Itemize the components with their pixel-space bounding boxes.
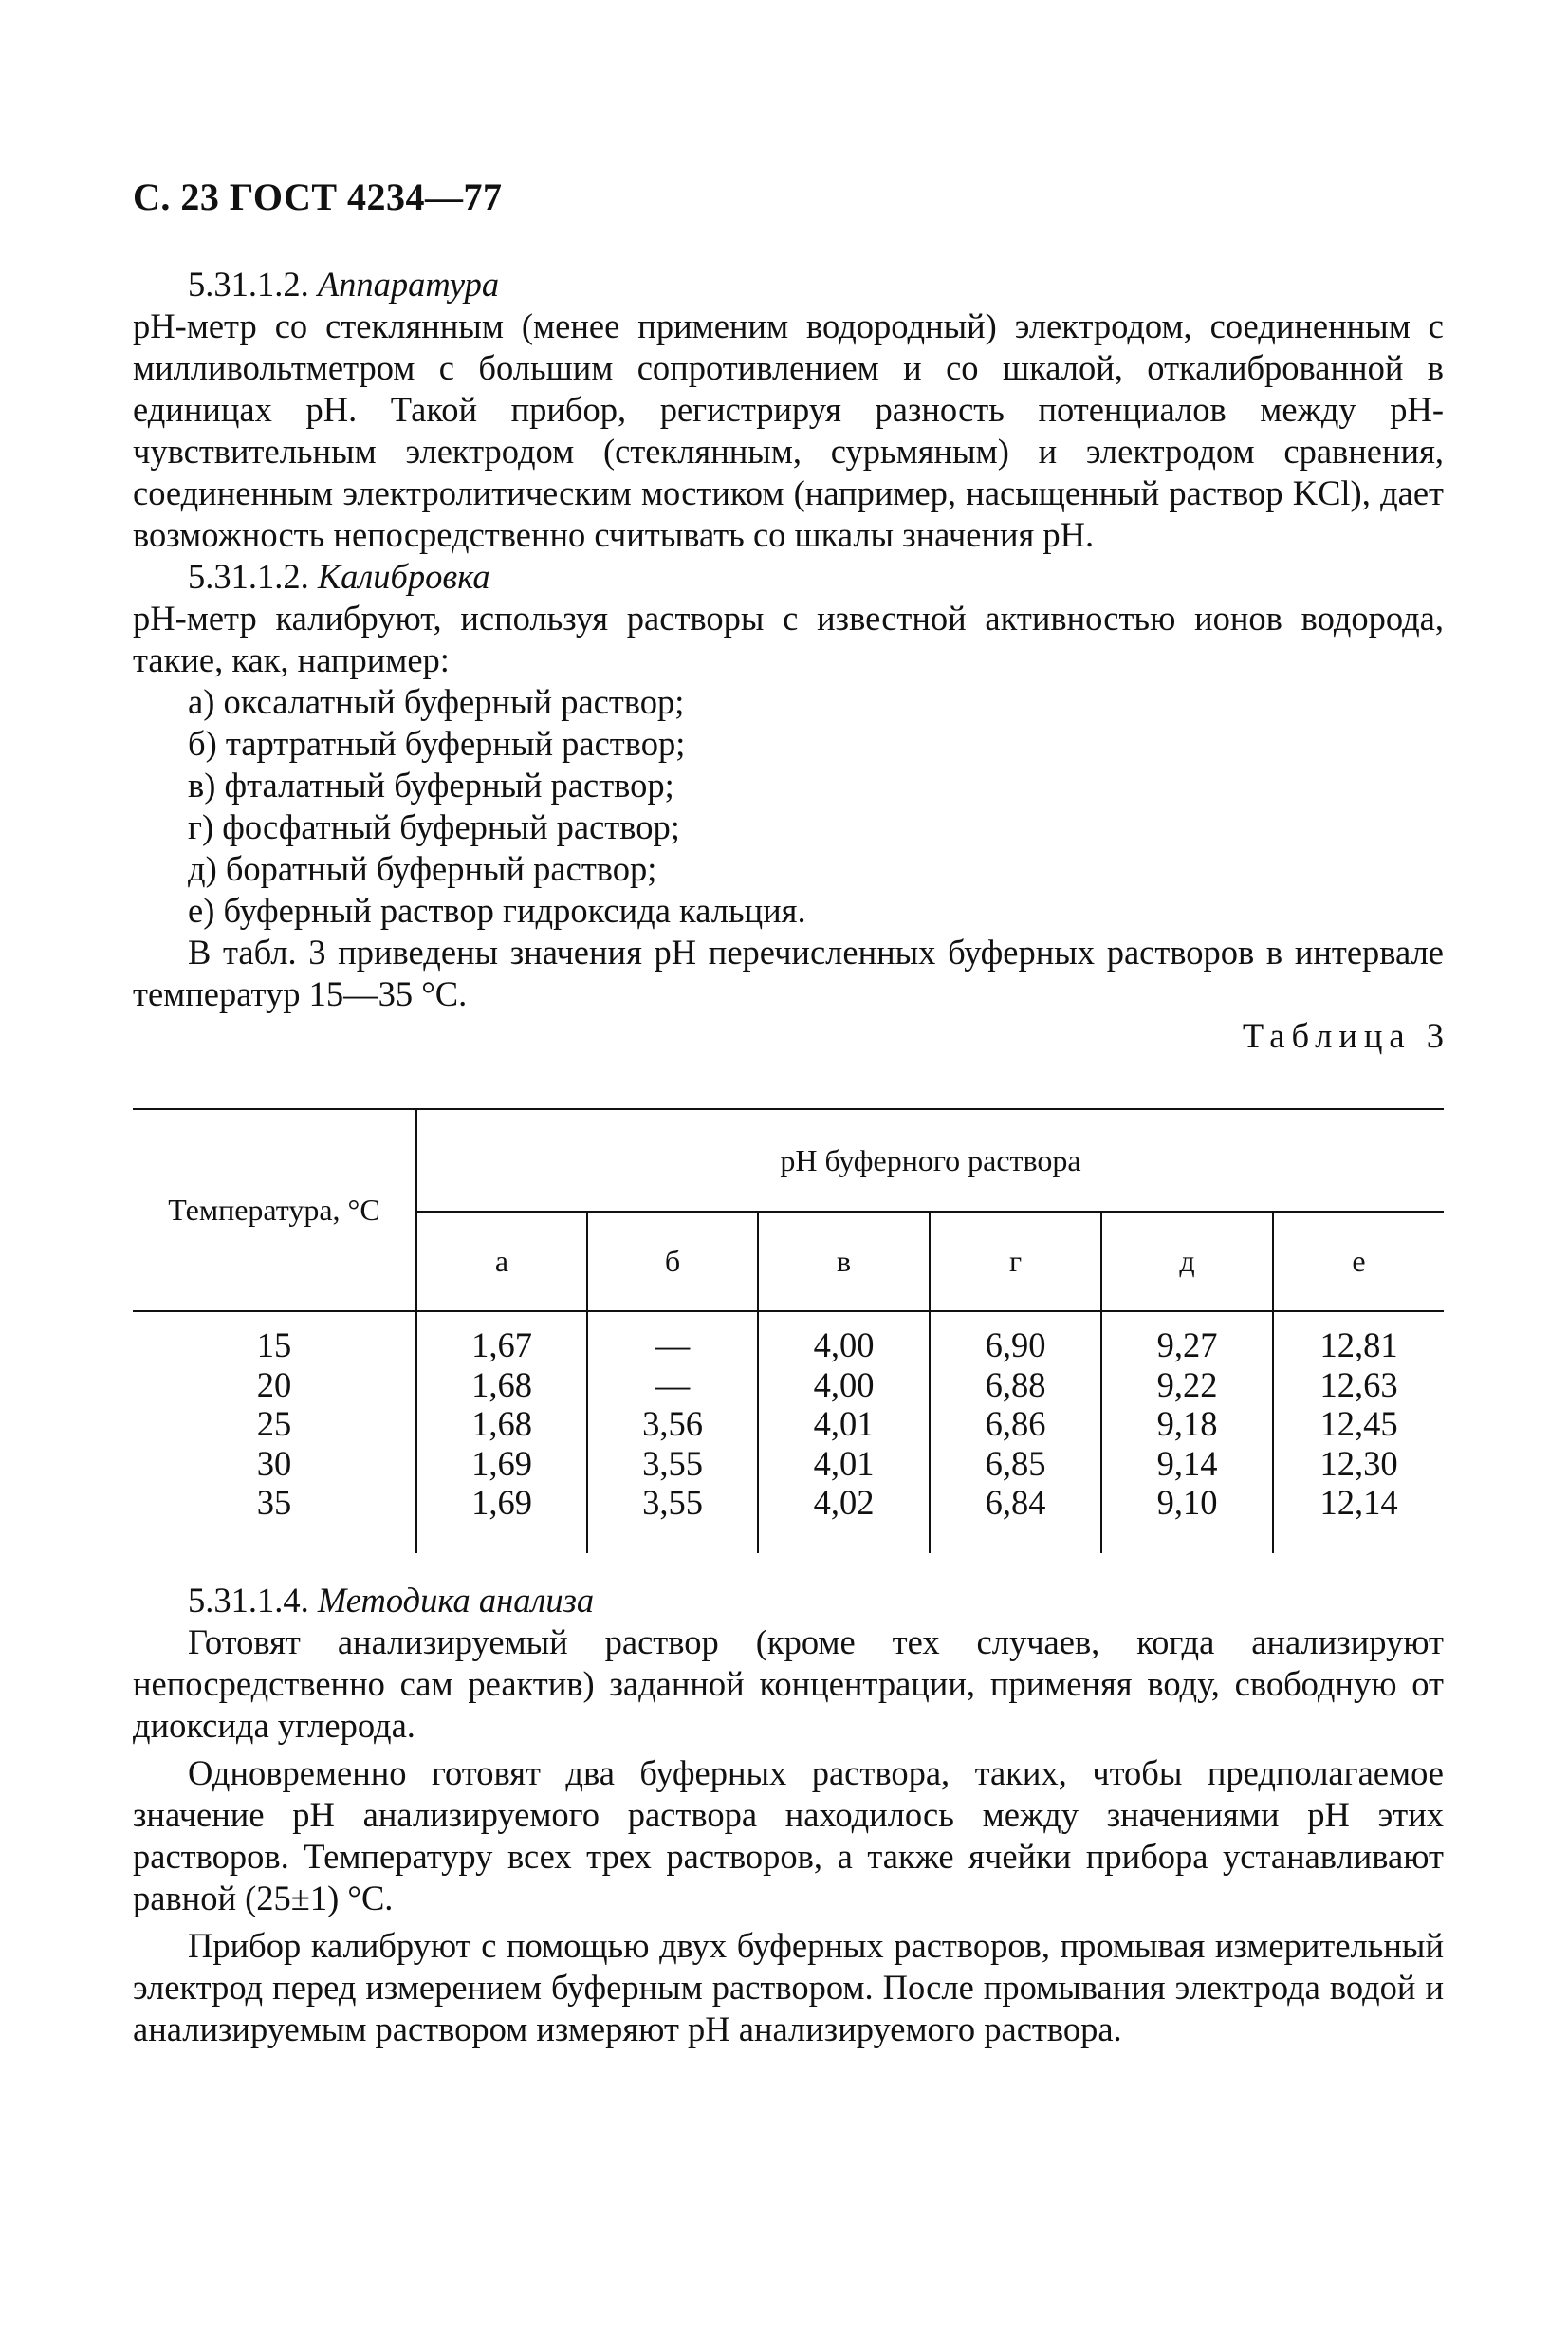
list-item: г) фосфатный буферный раствор;	[188, 807, 680, 846]
table-cell: 4,01	[813, 1404, 875, 1443]
table-cell: 12,14	[1319, 1483, 1398, 1522]
temperature-header: Температура, °С	[133, 1109, 416, 1311]
section-title: Калибровка	[317, 557, 490, 596]
section-title: Аппаратура	[317, 265, 500, 304]
section-number: 5.31.1.2.	[188, 265, 309, 304]
apparatus-paragraph: рН-метр со стеклянным (менее применим водородный) электродом, соединенным с милливольтметром с большим сопротивлением и со шкалой, откалиброванной в единицах рН. Такой прибор, регистрируя разность потенциалов между рН-чувствительным электродом (стеклянным, сурьмяным) и электродом сравнения, соединенным электролитическим мостиком (например, насыщенный раствор KCl), дает возможность непосредственно считывать со шкалы значения рН.	[133, 306, 1444, 554]
buffer-ph-table	[133, 1108, 1444, 1553]
list-item: б) тартратный буферный раствор;	[188, 724, 686, 763]
table-cell: 9,22	[1156, 1364, 1218, 1404]
method-paragraph: Одновременно готовят два буферных раствора, таких, чтобы предполагаемое значение рН анализируемого раствора находилось между значениями рН этих растворов. Температуру всех трех растворов, а также ячейки прибора устанавливают равной (25±1) °С.	[133, 1753, 1444, 1917]
section-number: 5.31.1.4.	[188, 1581, 309, 1620]
value-column-v	[758, 1311, 930, 1553]
table-reference-paragraph: В табл. 3 приведены значения рН перечисленных буферных растворов в интервале температур 15—35 °С.	[133, 933, 1444, 1013]
table-cell: 6,86	[985, 1404, 1046, 1443]
table-cell: 20	[256, 1364, 292, 1404]
value-column-d	[1101, 1311, 1273, 1553]
method-paragraph: Прибор калибруют с помощью двух буферных растворов, промывая измерительный электрод перед измерением буферным раствором. После промывания электрода водой и анализируемым раствором измеряют рН анализируемого раствора.	[133, 1926, 1444, 2048]
table-cell: 1,68	[471, 1404, 532, 1443]
section-number: 5.31.1.2.	[188, 557, 309, 596]
list-item: в) фталатный буферный раствор;	[188, 766, 674, 805]
table-cell: 4,01	[813, 1443, 875, 1483]
table-cell: 1,69	[471, 1483, 532, 1522]
page-header: С. 23 ГОСТ 4234—77	[133, 176, 503, 218]
section-heading	[133, 556, 1444, 598]
value-column-a	[416, 1311, 587, 1553]
column-header: д	[1101, 1212, 1273, 1311]
column-header: е	[1273, 1212, 1444, 1311]
table-cell: 3,55	[642, 1483, 703, 1522]
table-caption: Таблица 3	[1242, 1016, 1450, 1055]
table-cell: 4,02	[813, 1483, 875, 1522]
table-cell: 9,18	[1156, 1404, 1218, 1443]
table-cell: 4,00	[813, 1325, 875, 1364]
temperature-column	[133, 1311, 416, 1553]
table-cell: 25	[256, 1404, 292, 1443]
ph-group-header: рН буферного раствора	[416, 1109, 1444, 1212]
calibration-intro: рН-метр калибруют, используя растворы с известной активностью ионов водорода, такие, как, например:	[133, 599, 1444, 679]
table-cell: 4,00	[813, 1364, 875, 1404]
table-cell: —	[655, 1325, 691, 1364]
table-cell: 12,81	[1319, 1325, 1398, 1364]
section-heading	[133, 1580, 1444, 1621]
table-cell: 1,67	[471, 1325, 532, 1364]
table-cell: 9,10	[1156, 1483, 1218, 1522]
table-cell: 6,90	[985, 1325, 1046, 1364]
method-paragraph: Готовят анализируемый раствор (кроме тех случаев, когда анализируют непосредственно сам реактив) заданной концентрации, применяя воду, свободную от диоксида углерода.	[133, 1622, 1444, 1745]
table-cell: 3,55	[642, 1443, 703, 1483]
table-cell: —	[655, 1364, 691, 1404]
table-cell: 15	[256, 1325, 292, 1364]
table-cell: 9,27	[1156, 1325, 1218, 1364]
table-cell: 30	[256, 1443, 292, 1483]
method-section	[133, 1580, 1444, 2050]
value-column-g	[930, 1311, 1101, 1553]
list-item: а) оксалатный буферный раствор;	[188, 682, 685, 721]
table-cell: 6,85	[985, 1443, 1046, 1483]
value-column-e	[1273, 1311, 1444, 1553]
table-cell: 6,88	[985, 1364, 1046, 1404]
table-cell: 35	[256, 1483, 292, 1522]
column-header: а	[416, 1212, 587, 1311]
list-item: е) буферный раствор гидроксида кальция.	[188, 891, 806, 930]
table-cell: 1,68	[471, 1364, 532, 1404]
value-column-b	[587, 1311, 758, 1553]
table-cell: 6,84	[985, 1483, 1046, 1522]
table-cell: 12,45	[1319, 1404, 1398, 1443]
column-header: г	[930, 1212, 1101, 1311]
column-header: б	[587, 1212, 758, 1311]
list-item: д) боратный буферный раствор;	[188, 849, 657, 888]
table-cell: 1,69	[471, 1443, 532, 1483]
section-title: Методика анализа	[317, 1581, 595, 1620]
section-heading	[133, 264, 1444, 306]
table-cell: 9,14	[1156, 1443, 1218, 1483]
table-cell: 3,56	[642, 1404, 703, 1443]
table-cell: 12,63	[1319, 1364, 1398, 1404]
table-cell: 12,30	[1319, 1443, 1398, 1483]
column-header: в	[758, 1212, 930, 1311]
apparatus-section	[133, 264, 1450, 1057]
